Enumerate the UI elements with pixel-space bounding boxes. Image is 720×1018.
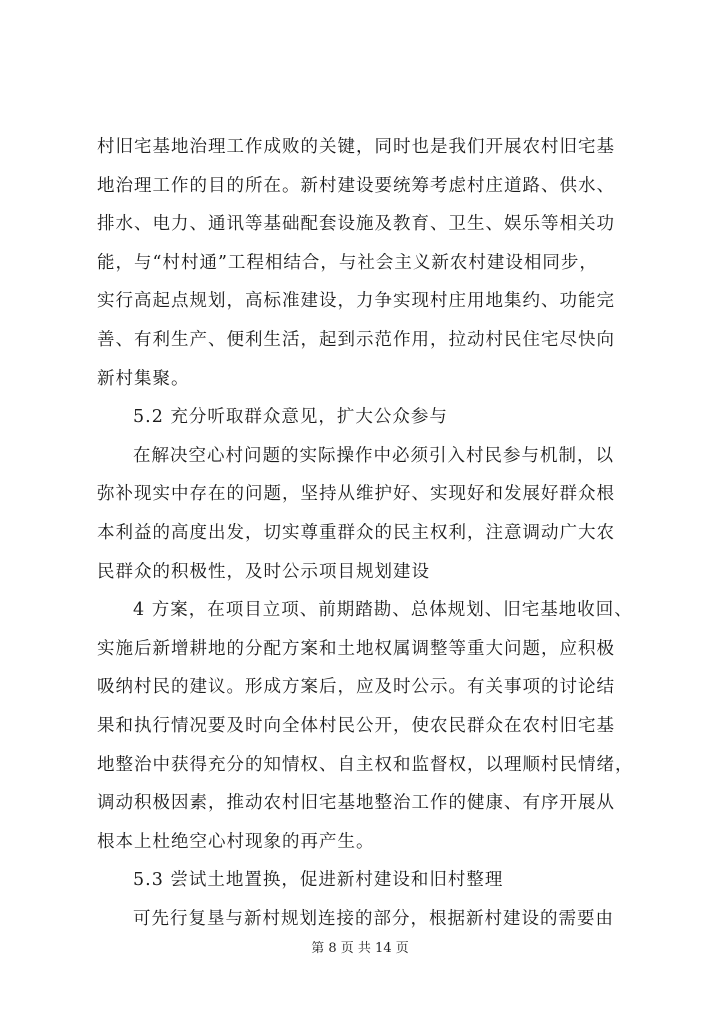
text-line: 地整治中获得充分的知情权、自主权和监督权，以理顺村民情绪， xyxy=(97,754,634,775)
text-line: 地治理工作的目的所在。新村建设要统筹考虑村庄道路、供水、 xyxy=(97,175,615,196)
text-line: 本利益的高度出发，切实尊重群众的民主权利，注意调动广大农 xyxy=(97,522,615,543)
text-line: 果和执行情况要及时向全体村民公开，使农民群众在农村旧宅基 xyxy=(97,715,615,736)
text-line: 村旧宅基地治理工作成败的关键，同时也是我们开展农村旧宅基 xyxy=(97,137,615,157)
text-line: 调动积极因素，推动农村旧宅基地整治工作的健康、有序开展从 xyxy=(97,793,615,814)
text-line: 弥补现实中存在的问题，坚持从维护好、实现好和发展好群众根 xyxy=(97,484,615,505)
text-line: 吸纳村民的建议。形成方案后，应及时公示。有关事项的讨论结 xyxy=(97,677,615,698)
text-line: 实行高起点规划，高标准建设，力争实现村庄用地集约、功能完 xyxy=(97,291,615,312)
text-line: 能，与“村村通”工程相结合，与社会主义新农村建设相同步， xyxy=(97,252,598,273)
section-heading: 5.2 充分听取群众意见，扩大公众参与 xyxy=(133,407,448,428)
text-line: 在解决空心村问题的实际操作中必须引入村民参与机制，以 xyxy=(133,445,614,466)
text-line: 排水、电力、通讯等基础配套设施及教育、卫生、娱乐等相关功 xyxy=(97,214,615,235)
text-line: 善、有利生产、便利生活，起到示范作用，拉动村民住宅尽快向 xyxy=(97,329,615,350)
text-line: 可先行复垦与新村规划连接的部分，根据新村建设的需要由 xyxy=(133,908,614,929)
page-footer: 第 8 页 共 14 页 xyxy=(311,941,409,956)
text-line: 4 方案，在项目立项、前期踏勘、总体规划、旧宅基地收回、 xyxy=(133,600,633,621)
body-text xyxy=(97,128,642,938)
section-heading: 5.3 尝试土地置换，促进新村建设和旧村整理 xyxy=(133,870,504,891)
text-line: 根本上杜绝空心村现象的再产生。 xyxy=(97,831,375,852)
text-line: 实施后新增耕地的分配方案和土地权属调整等重大问题，应积极 xyxy=(97,638,615,659)
text-line: 民群众的积极性，及时公示项目规划建设 xyxy=(97,561,430,582)
text-line: 新村集聚。 xyxy=(97,368,190,389)
